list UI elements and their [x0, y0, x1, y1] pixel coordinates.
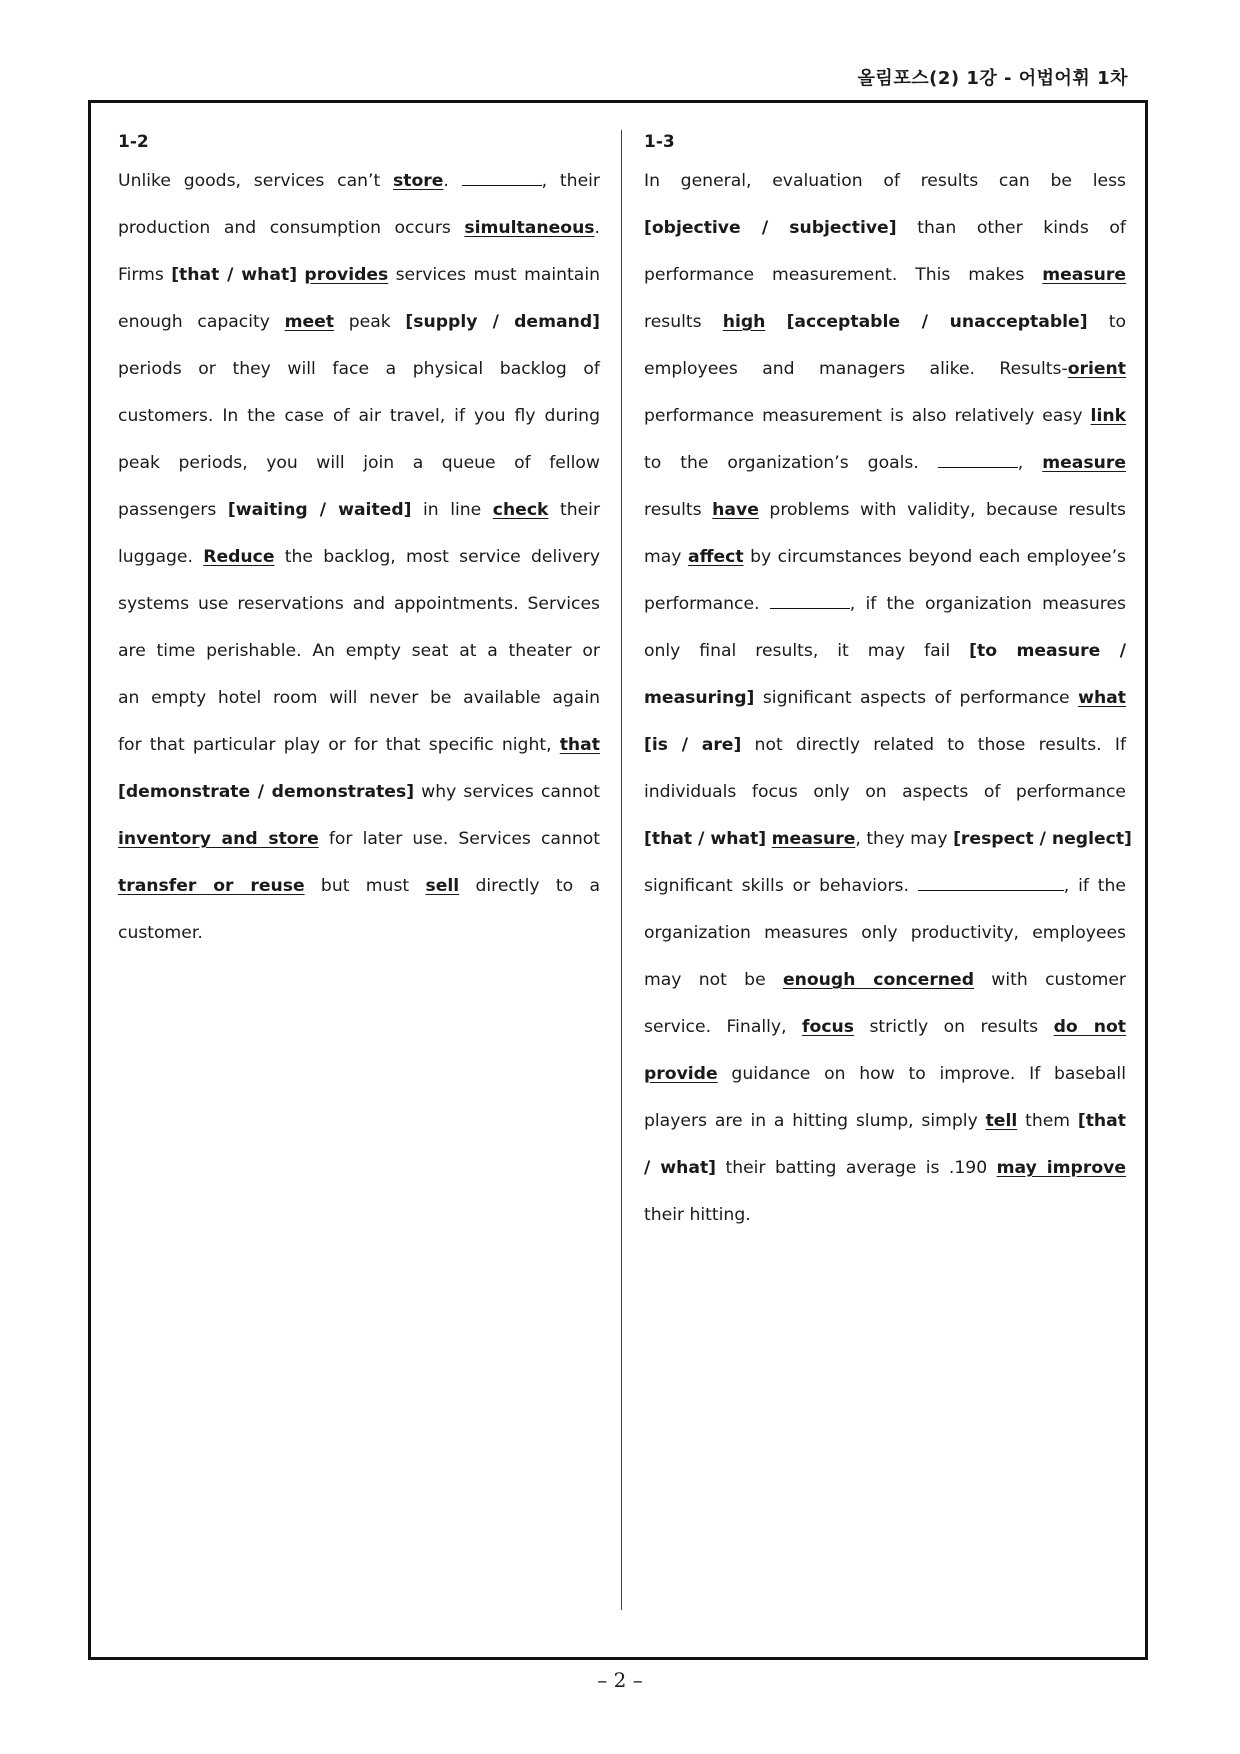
passage-text — [118, 158, 600, 957]
text-segment: results — [644, 312, 723, 332]
text-segment: Firms — [118, 265, 172, 285]
text-segment: for that particular play or for that specific night, — [118, 735, 560, 755]
text-segment: . — [443, 171, 462, 191]
text-line — [118, 205, 600, 252]
text-line — [118, 158, 600, 205]
text-segment: them — [1017, 1111, 1078, 1131]
choice-bracket: [acceptable / unacceptable] — [786, 312, 1088, 332]
text-line — [118, 581, 600, 628]
text-segment: by circumstances beyond each employee’s — [743, 547, 1126, 567]
text-segment: an empty hotel room will never be available again — [118, 688, 600, 708]
text-segment: than other kinds of — [896, 218, 1126, 238]
underlined-phrase: affect — [687, 547, 744, 567]
choice-bracket: [that / what] — [171, 265, 298, 285]
text-segment: not directly related to those results. If — [741, 735, 1126, 755]
text-line — [118, 816, 600, 863]
text-segment: only final results, it may fail — [644, 641, 970, 661]
text-segment: guidance on how to improve. If baseball — [717, 1064, 1126, 1084]
text-segment: directly to a — [459, 876, 600, 896]
underlined-phrase: inventory and store — [118, 829, 319, 849]
text-line — [644, 252, 1126, 299]
text-line — [644, 205, 1126, 252]
page-header-title: 올림포스(2) 1강 - 어법어휘 1차 — [857, 68, 1128, 89]
underlined-phrase: that — [559, 735, 600, 755]
underlined-phrase: do not — [1053, 1017, 1126, 1037]
text-segment: Unlike goods, services can’t — [118, 171, 394, 191]
text-line — [118, 769, 600, 816]
choice-bracket: [objective / subjective] — [644, 218, 897, 238]
answer-blank — [918, 876, 1064, 891]
answer-blank — [938, 453, 1018, 468]
text-line — [118, 863, 600, 910]
underlined-phrase: transfer or reuse — [118, 876, 305, 896]
text-segment: for later use. Services cannot — [318, 829, 601, 849]
text-line — [118, 440, 600, 487]
text-segment: performance measurement. This makes — [644, 265, 1043, 285]
text-segment: individuals focus only on aspects of performance — [644, 782, 1126, 802]
passage-column-left — [118, 126, 600, 957]
underlined-phrase: focus — [802, 1017, 854, 1037]
underlined-phrase: tell — [985, 1111, 1018, 1131]
text-segment: peak periods, you will join a queue of fellow — [118, 453, 600, 473]
text-segment — [765, 312, 786, 332]
underlined-phrase: store — [393, 171, 444, 191]
text-line — [118, 910, 600, 957]
text-segment: enough capacity — [118, 312, 285, 332]
text-segment: why services cannot — [414, 782, 600, 802]
text-segment: strictly on results — [853, 1017, 1054, 1037]
text-line — [644, 769, 1126, 816]
text-segment: passengers — [118, 500, 228, 520]
text-line — [118, 252, 600, 299]
text-line — [644, 346, 1126, 393]
text-line — [644, 628, 1126, 675]
text-line — [644, 1051, 1126, 1098]
text-segment: , if the organization measures — [849, 594, 1126, 614]
text-line — [644, 581, 1126, 628]
text-line — [644, 158, 1126, 205]
text-segment: services must maintain — [388, 265, 600, 285]
underlined-phrase: provides — [304, 265, 389, 285]
passage-number: 1-2 — [118, 132, 149, 152]
underlined-phrase: measure — [771, 829, 856, 849]
answer-blank — [462, 171, 542, 186]
underlined-phrase: orient — [1067, 359, 1126, 379]
choice-bracket: [supply / demand] — [405, 312, 600, 332]
passage-text — [644, 158, 1132, 1239]
text-segment: employees and managers alike. Results- — [644, 359, 1068, 379]
text-segment: , their — [541, 171, 600, 191]
text-segment: with customer — [974, 970, 1126, 990]
text-line — [644, 299, 1126, 346]
text-line — [644, 1145, 1126, 1192]
answer-blank — [770, 594, 850, 609]
choice-bracket: [demonstrate / demonstrates] — [118, 782, 415, 802]
text-line — [644, 816, 1132, 863]
underlined-phrase: meet — [284, 312, 335, 332]
underlined-phrase: have — [712, 500, 759, 520]
text-segment: their batting average is .190 — [716, 1158, 997, 1178]
page-number: – 2 – — [597, 1668, 643, 1692]
underlined-phrase: high — [722, 312, 766, 332]
text-line — [118, 393, 600, 440]
text-segment: customers. In the case of air travel, if you fly during — [118, 406, 600, 426]
choice-bracket: [is / are] — [644, 735, 742, 755]
text-segment: In general, evaluation of results can be less — [644, 171, 1126, 191]
underlined-phrase: simultaneous — [464, 218, 595, 238]
underlined-phrase: measure — [1042, 453, 1126, 473]
text-segment: significant aspects of performance — [754, 688, 1079, 708]
text-segment: in line — [411, 500, 493, 520]
text-line — [118, 675, 600, 722]
choice-bracket: [that — [1077, 1111, 1126, 1131]
text-line — [118, 722, 600, 769]
underlined-phrase: measure — [1042, 265, 1126, 285]
text-line — [118, 299, 600, 346]
text-segment: results — [644, 500, 713, 520]
choice-bracket: [respect / neglect] — [953, 829, 1132, 849]
underlined-phrase: check — [492, 500, 549, 520]
text-line — [644, 487, 1126, 534]
text-segment: systems use reservations and appointments. Services — [118, 594, 600, 614]
choice-bracket: measuring] — [644, 688, 755, 708]
underlined-phrase: Reduce — [203, 547, 275, 567]
text-segment: , — [1017, 453, 1043, 473]
column-divider — [621, 130, 622, 1610]
underlined-phrase: may improve — [996, 1158, 1126, 1178]
underlined-phrase: provide — [644, 1064, 718, 1084]
underlined-phrase: what — [1078, 688, 1126, 708]
text-line — [644, 1098, 1126, 1145]
text-segment: to — [1087, 312, 1126, 332]
choice-bracket: / what] — [644, 1158, 717, 1178]
text-line — [644, 1192, 1126, 1239]
text-segment: players are in a hitting slump, simply — [644, 1111, 986, 1131]
text-line — [118, 534, 600, 581]
text-line — [644, 910, 1126, 957]
text-line — [644, 440, 1126, 487]
text-segment: performance. — [644, 594, 770, 614]
text-segment: , if the — [1063, 876, 1126, 896]
text-segment: customer. — [118, 923, 203, 943]
text-segment: may not be — [644, 970, 783, 990]
text-segment: significant skills or behaviors. — [644, 876, 918, 896]
underlined-phrase: sell — [425, 876, 460, 896]
text-line — [118, 487, 600, 534]
text-segment: the backlog, most service delivery — [274, 547, 600, 567]
text-line — [644, 534, 1126, 581]
text-segment: . — [594, 218, 600, 238]
text-segment: are time perishable. An empty seat at a theater or — [118, 641, 600, 661]
text-line — [118, 346, 600, 393]
text-line — [644, 863, 1126, 910]
text-segment: periods or they will face a physical backlog of — [118, 359, 600, 379]
text-segment: organization measures only productivity, employees — [644, 923, 1126, 943]
text-line — [644, 675, 1126, 722]
text-segment: production and consumption occurs — [118, 218, 465, 238]
text-line — [644, 722, 1126, 769]
text-segment: peak — [334, 312, 406, 332]
text-segment: to the organization’s goals. — [644, 453, 938, 473]
passage-column-right — [644, 126, 1132, 1239]
text-segment: performance measurement is also relatively easy — [644, 406, 1091, 426]
passage-number: 1-3 — [644, 132, 675, 152]
text-segment: their hitting. — [644, 1205, 751, 1225]
text-segment: problems with validity, because results — [758, 500, 1127, 520]
text-segment: luggage. — [118, 547, 204, 567]
text-line — [118, 628, 600, 675]
text-segment: service. Finally, — [644, 1017, 803, 1037]
text-line — [644, 393, 1126, 440]
choice-bracket: [to measure / — [969, 641, 1126, 661]
text-line — [644, 957, 1126, 1004]
underlined-phrase: link — [1090, 406, 1126, 426]
text-line — [644, 1004, 1126, 1051]
text-segment: may — [644, 547, 688, 567]
text-segment: their — [548, 500, 601, 520]
text-segment: , they may — [855, 829, 954, 849]
underlined-phrase: enough concerned — [782, 970, 975, 990]
choice-bracket: [waiting / waited] — [227, 500, 412, 520]
text-segment: but must — [304, 876, 426, 896]
choice-bracket: [that / what] — [644, 829, 767, 849]
